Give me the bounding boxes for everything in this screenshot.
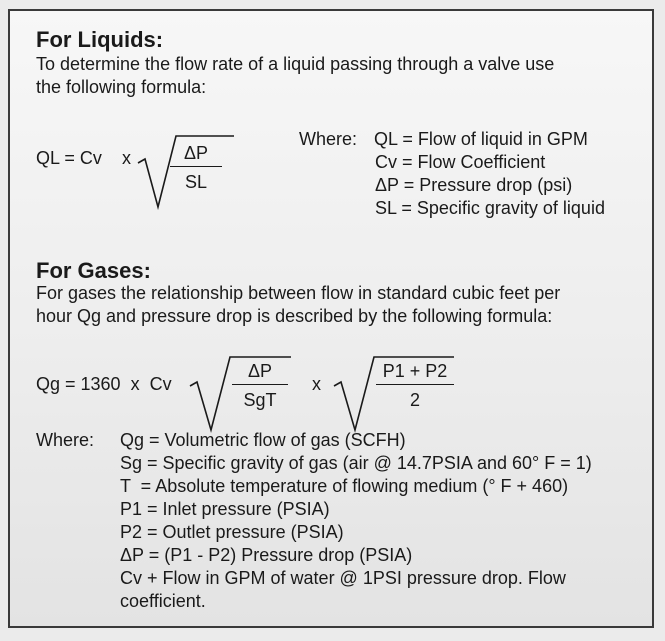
gases-def-cv-cont: coefficient.	[120, 591, 206, 611]
gases-frac2-numerator: P1 + P2	[382, 361, 448, 381]
liquids-def-dp: ΔP = Pressure drop (psi)	[375, 175, 573, 195]
liquids-denominator: SL	[184, 172, 208, 192]
liquids-def-ql: QL = Flow of liquid in GPM	[374, 129, 588, 149]
liquids-numerator: ΔP	[183, 143, 209, 163]
liquids-intro-line2: the following formula:	[36, 77, 207, 97]
liquids-where-label: Where:	[299, 129, 358, 149]
gases-heading: For Gases:	[36, 258, 151, 283]
gases-def-cv: Cv + Flow in GPM of water @ 1PSI pressure drop. Flow	[120, 568, 566, 588]
gases-def-p1: P1 = Inlet pressure (PSIA)	[120, 499, 330, 519]
liquids-heading: For Liquids:	[36, 27, 164, 52]
liquids-intro-line1: To determine the flow rate of a liquid passing through a valve use	[36, 54, 555, 74]
gases-def-t: T = Absolute temperature of flowing medium (° F + 460)	[120, 476, 569, 496]
gases-frac1-denominator: SgT	[243, 390, 277, 410]
gases-def-sg: Sg = Specific gravity of gas (air @ 14.7PSIA and 60° F = 1)	[120, 453, 592, 473]
gases-frac2-denominator: 2	[409, 390, 420, 410]
gases-fraction-1	[232, 361, 288, 411]
gases-frac1-numerator: ΔP	[247, 361, 273, 381]
gases-times-sign: x	[312, 374, 321, 394]
gases-def-dp: ΔP = (P1 - P2) Pressure drop (PSIA)	[120, 545, 413, 565]
liquids-def-cv: Cv = Flow Coefficient	[375, 152, 546, 172]
liquids-fraction	[170, 143, 222, 193]
gases-intro-line2: hour Qg and pressure drop is described by the following formula:	[36, 306, 553, 326]
gases-formula-lhs: Qg = 1360 x Cv	[36, 374, 172, 394]
liquids-def-sl: SL = Specific gravity of liquid	[375, 198, 605, 218]
formula-card	[8, 9, 654, 628]
gases-intro-line1: For gases the relationship between flow in standard cubic feet per	[36, 283, 561, 303]
liquids-formula-lhs: QL = Cv	[36, 148, 102, 168]
liquids-times-sign: x	[122, 148, 131, 168]
gases-def-qg: Qg = Volumetric flow of gas (SCFH)	[120, 430, 406, 450]
gases-def-p2: P2 = Outlet pressure (PSIA)	[120, 522, 344, 542]
gases-where-label: Where:	[36, 430, 95, 450]
gases-fraction-2	[376, 361, 454, 411]
